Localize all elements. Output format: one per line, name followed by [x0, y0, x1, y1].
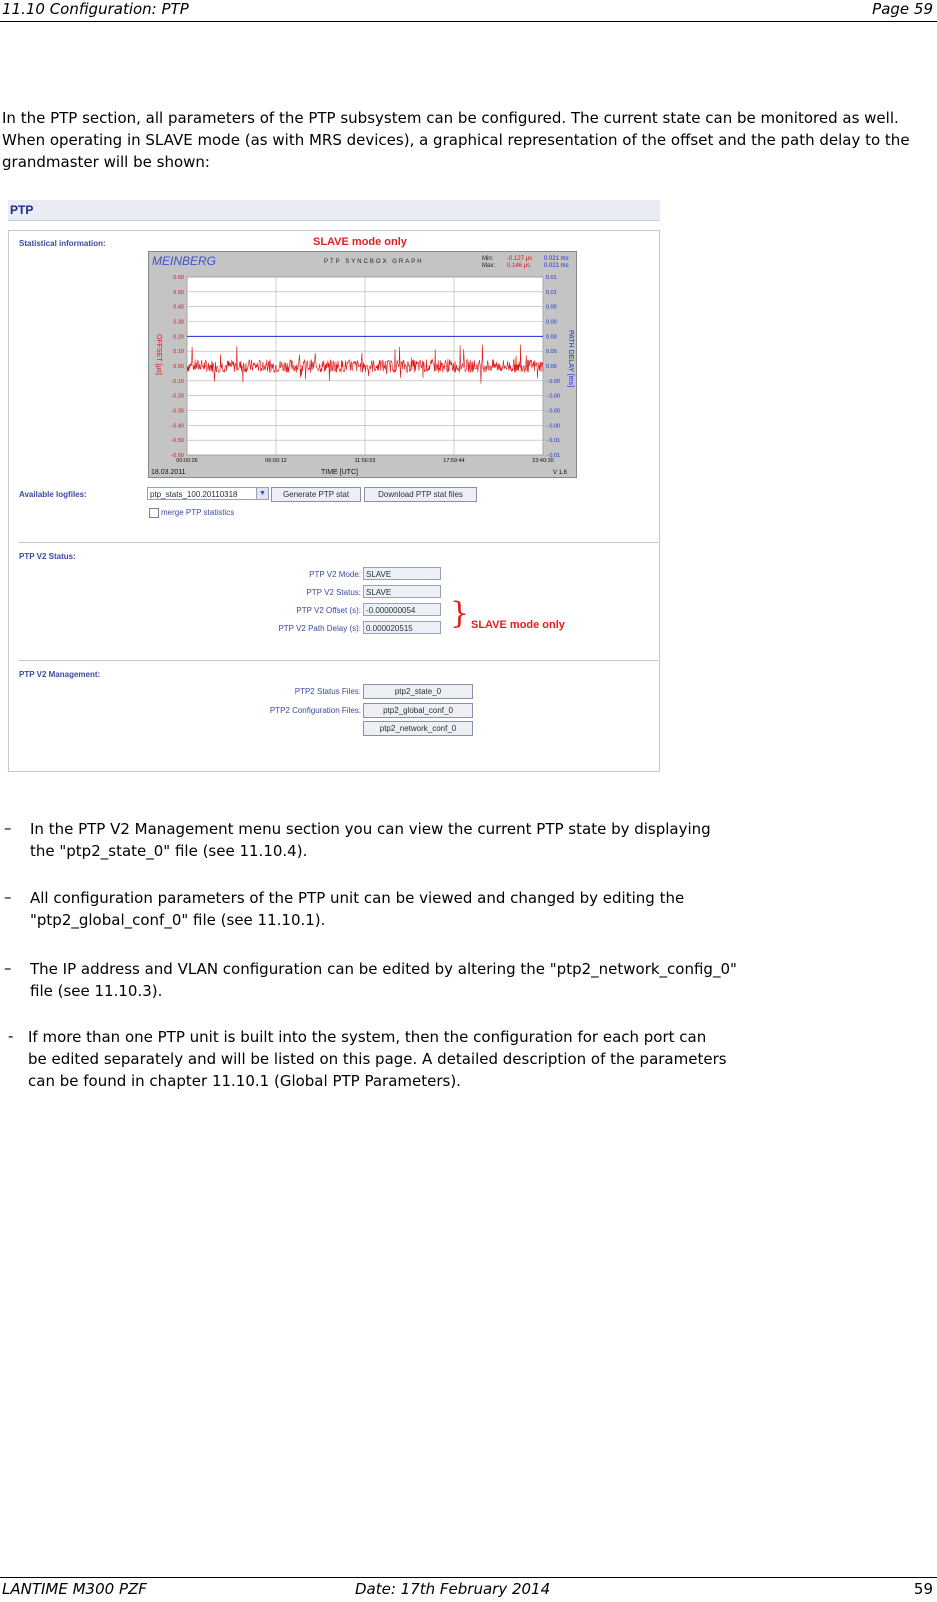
y-right-tick-label: - 0.00 [546, 393, 561, 400]
y-left-tick-label: -0.10 [171, 378, 184, 385]
bullet-1-dash: – [4, 819, 12, 837]
y-left-tick-label: -0.50 [171, 438, 184, 445]
x-tick-label: 23:40:30 [532, 458, 554, 464]
graph-min-label: Min: [482, 256, 494, 262]
graph-min-delay: 0.021 ms [544, 256, 569, 262]
y-right-tick-label: 0.01 [546, 289, 557, 296]
bullet-4-line-2: be edited separately and will be listed on this page. A detailed description of the parameters [28, 1050, 727, 1068]
y-right-tick-label: - 0.01 [546, 453, 561, 459]
bullet-3-line-2: file (see 11.10.3). [30, 982, 163, 1000]
y-left-tick-label: 0.50 [173, 289, 184, 296]
bullet-2-dash: – [4, 888, 12, 906]
ptp-v2-path-delay-value: 0.000020515 [363, 621, 441, 634]
x-tick-label: 17:59:44 [443, 458, 465, 464]
ptp-v2-path-delay-label: PTP V2 Path Delay (s): [278, 624, 361, 633]
y-left-tick-label: -0.40 [171, 423, 184, 430]
graph-logo: MEINBERG [152, 254, 217, 268]
footer-date: Date: 17th February 2014 [355, 1580, 551, 1598]
footer-page-number: 59 [913, 1580, 933, 1598]
y-left-tick-label: -0.60 [171, 453, 184, 459]
header-rule [0, 21, 937, 22]
ptp-title: PTP [10, 203, 34, 217]
y-left-tick-label: 0.10 [173, 349, 184, 356]
y-right-tick-label: 0.00 [546, 319, 557, 326]
separator-2 [18, 660, 658, 661]
bullet-1-line-2: the "ptp2_state_0" file (see 11.10.4). [30, 842, 308, 860]
chevron-down-icon: ▼ [256, 488, 268, 499]
graph-ylabel-right: PATH DELAY [ms] [567, 330, 574, 388]
bullet-3-line-1: The IP address and VLAN configuration can be edited by altering the "ptp2_network_config_0" [30, 960, 737, 978]
y-right-tick-label: 0.00 [546, 334, 557, 341]
ptp-v2-mode-value: SLAVE [363, 567, 441, 580]
y-left-tick-label: -0.30 [171, 408, 184, 415]
graph-xlabel: TIME [UTC] [321, 469, 358, 476]
generate-ptp-stat-button[interactable]: Generate PTP stat [271, 487, 361, 502]
y-left-tick-label: 0.60 [173, 275, 184, 281]
ptp-v2-mode-label: PTP V2 Mode: [309, 570, 361, 579]
ptp2-status-files-label: PTP2 Status Files: [294, 687, 361, 696]
slave-mode-note-top: SLAVE mode only [313, 236, 407, 248]
graph-max-delay: 0.021 ms [544, 263, 569, 269]
bullet-1-line-1: In the PTP V2 Management menu section you can view the current PTP state by displaying [30, 820, 711, 838]
ptp-title-bar [8, 200, 660, 221]
footer-rule [0, 1577, 937, 1578]
running-header-section: 11.10 Configuration: PTP [2, 0, 189, 18]
y-left-tick-label: 0.00 [173, 364, 184, 370]
ptp-v2-offset-label: PTP V2 Offset (s): [296, 606, 361, 615]
bullet-2-line-2: "ptp2_global_conf_0" file (see 11.10.1). [30, 911, 326, 929]
ptp-v2-offset-value: -0.000000054 [363, 603, 441, 616]
ptp2-config-files-label: PTP2 Configuration Files: [269, 706, 361, 715]
ptp2-state-0-button[interactable]: ptp2_state_0 [363, 684, 473, 699]
x-tick-label: 00:00:26 [176, 458, 198, 464]
bullet-2-line-1: All configuration parameters of the PTP unit can be viewed and changed by editing the [30, 889, 685, 907]
y-right-tick-label: - 0.00 [546, 408, 561, 415]
y-left-tick-label: 0.40 [173, 304, 184, 311]
slave-mode-note-bottom: SLAVE mode only [471, 619, 565, 631]
y-right-tick-label: - 0.01 [546, 438, 561, 445]
graph-title: PTP SYNCBOX GRAPH [324, 259, 424, 265]
merge-checkbox[interactable] [149, 508, 159, 518]
ptp-v2-status-value: SLAVE [363, 585, 441, 598]
graph-max-offset: 0.146 µs [507, 263, 531, 269]
graph-max-label: Max: [482, 263, 496, 269]
ptp-v2-status-label-field: PTP V2 Status: [306, 588, 361, 597]
y-left-tick-label: 0.20 [173, 334, 184, 341]
x-tick-label: 11:56:53 [354, 458, 376, 464]
logfile-select[interactable] [147, 487, 269, 500]
graph-svg [149, 252, 576, 477]
bullet-3-dash: – [4, 959, 12, 977]
y-right-tick-label: - 0.00 [546, 378, 561, 385]
y-right-tick-label: 0.00 [546, 349, 557, 356]
logfile-selected-value: ptp_stats_100.20110318 [150, 490, 238, 499]
ptp-syncbox-graph [148, 251, 577, 478]
y-right-tick-label: 0.01 [546, 275, 557, 281]
y-right-tick-label: - 0.00 [546, 423, 561, 430]
brace-icon: } [450, 596, 470, 631]
y-right-tick-label: 0.00 [546, 304, 557, 311]
footer-product: LANTIME M300 PZF [2, 1580, 147, 1598]
merge-label: merge PTP statistics [161, 508, 235, 517]
bullet-4-line-1: If more than one PTP unit is built into the system, then the configuration for each port can [28, 1028, 707, 1046]
ptp-v2-management-label: PTP V2 Management: [19, 670, 101, 679]
separator-1 [18, 542, 658, 543]
ptp-v2-status-label: PTP V2 Status: [19, 552, 76, 561]
available-logfiles-label: Available logfiles: [19, 490, 87, 499]
running-header-page: Page 59 [872, 0, 933, 18]
intro-paragraph: In the PTP section, all parameters of the PTP subsystem can be configured. The current state can be monitored as well. When operating in SLAVE mode (as with MRS devices), a graphical representation of the offset and the path delay to the grandmaster will be shown: [2, 109, 910, 171]
graph-date-label: 18.03.2011 [151, 469, 186, 476]
statistical-info-label: Statistical information: [19, 239, 106, 248]
y-left-tick-label: 0.30 [173, 319, 184, 326]
graph-version-label: V 1.6 [553, 470, 568, 476]
bullet-4-dash: - [8, 1027, 14, 1045]
download-ptp-stat-button[interactable]: Download PTP stat files [364, 487, 477, 502]
y-left-tick-label: -0.20 [171, 393, 184, 400]
ptp-screenshot [8, 200, 660, 772]
plot-area [171, 275, 560, 464]
ptp2-network-conf-0-button[interactable]: ptp2_network_conf_0 [363, 721, 473, 736]
bullet-4-line-3: can be found in chapter 11.10.1 (Global PTP Parameters). [28, 1072, 461, 1090]
graph-ylabel-left: OFFSET [µs] [155, 334, 162, 375]
y-right-tick-label: 0.00 [546, 364, 557, 370]
graph-min-offset: -0.127 µs [507, 256, 533, 262]
ptp2-global-conf-0-button[interactable]: ptp2_global_conf_0 [363, 703, 473, 718]
x-tick-label: 06:00:12 [265, 458, 287, 464]
